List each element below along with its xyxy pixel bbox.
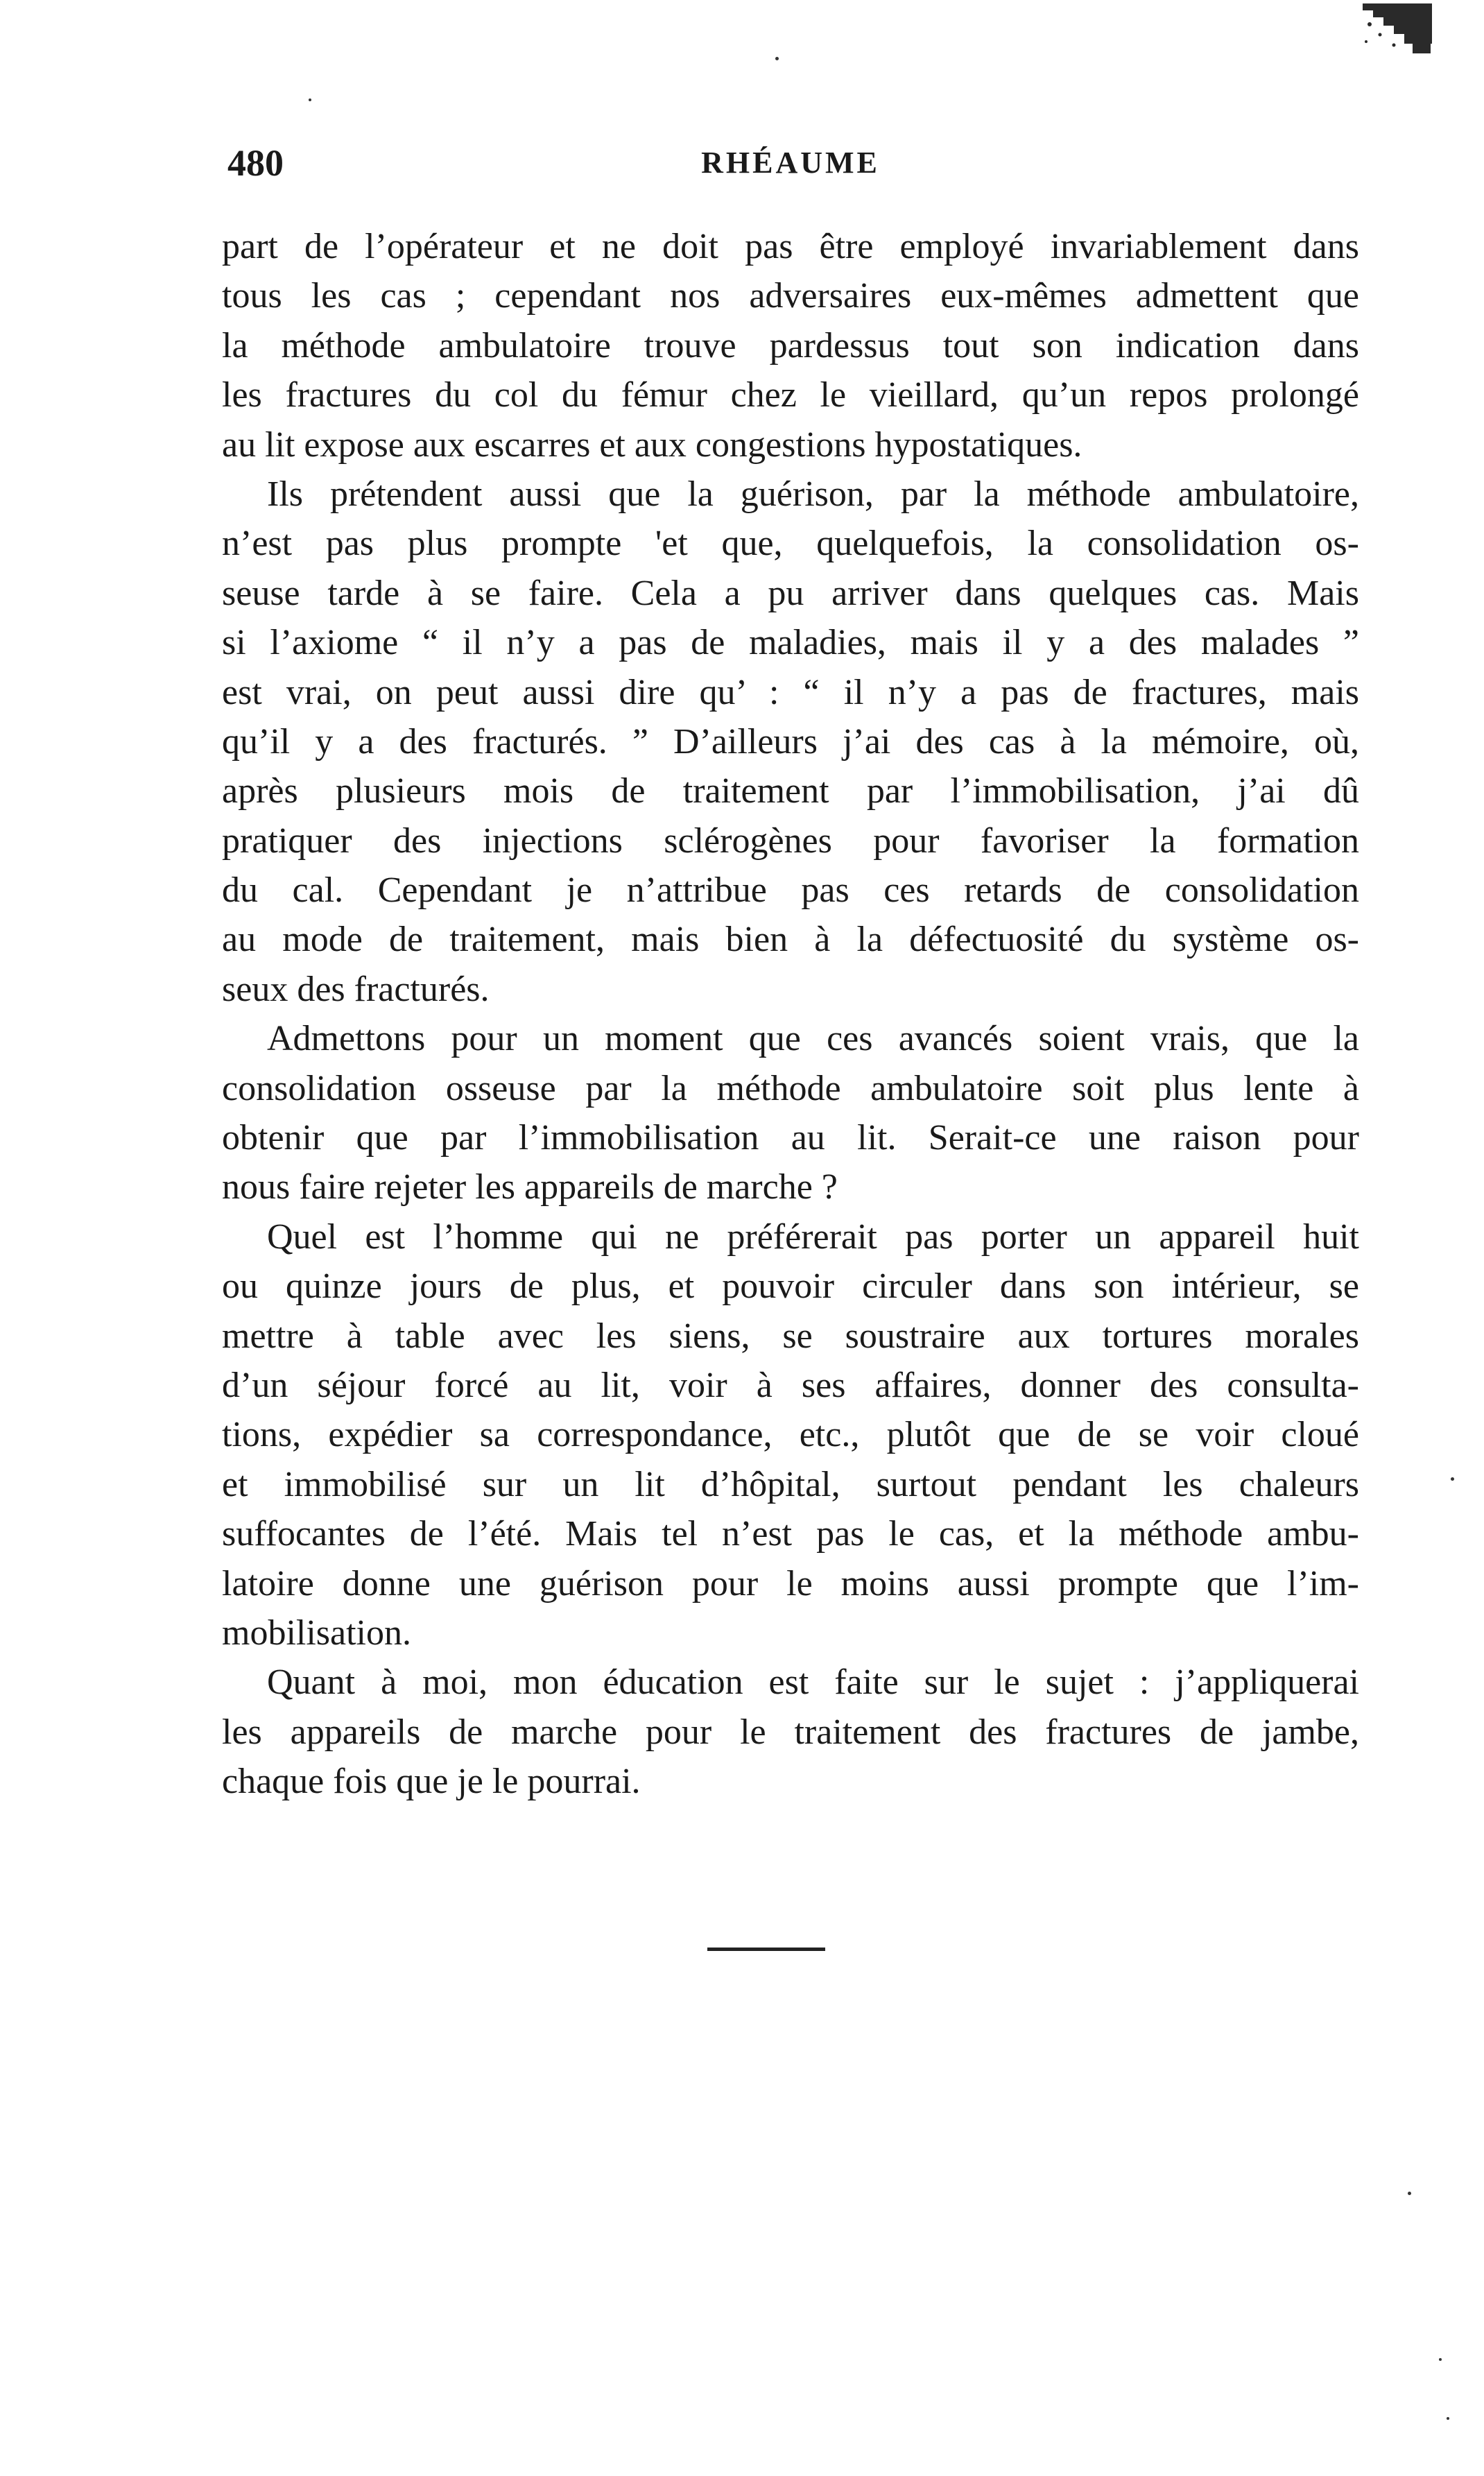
text-line: Ils prétendent aussi que la guérison, par la méthode ambulatoire, <box>267 474 1359 514</box>
text-line: latoire donne une guérison pour le moins aussi prompte que l’im- <box>222 1563 1359 1604</box>
text-line: obtenir que par l’immobilisation au lit. Serait-ce une raison pour <box>222 1118 1359 1158</box>
text-line: Admettons pour un moment que ces avancés soient vrais, que la <box>267 1019 1359 1059</box>
text-line: qu’il y a des fracturés. ” D’ailleurs j’ai des cas à la mémoire, où, <box>222 721 1359 762</box>
paper-speck <box>1447 2417 1449 2420</box>
text-line: mobilisation. <box>222 1613 411 1653</box>
paper-speck <box>1408 2192 1411 2195</box>
text-line: au mode de traitement, mais bien à la défectuosité du système os- <box>222 920 1359 960</box>
text-line: pratiquer des injections sclérogènes pour favoriser la formation <box>222 820 1359 861</box>
page-corner-damage-mark <box>1356 3 1439 62</box>
text-line: n’est pas plus prompte 'et que, quelquefois, la consolidation os- <box>222 524 1359 564</box>
text-line: les fractures du col du fémur chez le vieillard, qu’un repos prolongé <box>222 375 1359 415</box>
page-number: 480 <box>227 142 284 184</box>
paper-speck <box>309 98 311 101</box>
paper-speck <box>775 57 779 60</box>
text-line: la méthode ambulatoire trouve pardessus tout son indication dans <box>222 325 1359 366</box>
text-line: est vrai, on peut aussi dire qu’ : “ il n’y a pas de fractures, mais <box>222 672 1359 712</box>
text-line: si l’axiome “ il n’y a pas de maladies, mais il y a des malades ” <box>222 623 1359 663</box>
text-line: part de l’opérateur et ne doit pas être employé invariablement dans <box>222 227 1359 266</box>
running-head: RHÉAUME <box>701 146 880 180</box>
page-header <box>222 132 1359 194</box>
text-line: Quant à moi, mon éducation est faite sur le sujet : j’appliquerai <box>267 1662 1359 1703</box>
text-line: tous les cas ; cependant nos adversaires eux-mêmes admettent que <box>222 276 1359 316</box>
text-line: mettre à table avec les siens, se soustraire aux tortures morales <box>222 1316 1359 1356</box>
text-line: d’un séjour forcé au lit, voir à ses affaires, donner des consulta- <box>222 1365 1359 1405</box>
paper-speck <box>1451 1477 1454 1481</box>
text-line: du cal. Cependant je n’attribue pas ces retards de consolidation <box>222 870 1359 911</box>
text-line: seux des fracturés. <box>222 969 490 1009</box>
text-line: suffocantes de l’été. Mais tel n’est pas le cas, et la méthode ambu- <box>222 1514 1359 1554</box>
end-of-section-rule <box>707 1948 825 1951</box>
text-line: chaque fois que je le pourrai. <box>222 1762 641 1802</box>
paper-speck <box>1439 2358 1442 2361</box>
text-line: tions, expédier sa correspondance, etc., plutôt que de se voir cloué <box>222 1415 1359 1455</box>
text-line: et immobilisé sur un lit d’hôpital, surtout pendant les chaleurs <box>222 1464 1359 1504</box>
body-text <box>222 222 1359 1807</box>
text-line: les appareils de marche pour le traitement des fractures de jambe, <box>222 1712 1359 1752</box>
text-line: Quel est l’homme qui ne préférerait pas porter un appareil huit <box>267 1216 1359 1257</box>
text-line: consolidation osseuse par la méthode ambulatoire soit plus lente à <box>222 1068 1359 1108</box>
text-line: ou quinze jours de plus, et pouvoir circuler dans son intérieur, se <box>222 1266 1359 1307</box>
text-line: au lit expose aux escarres et aux congestions hypostatiques. <box>222 424 1082 465</box>
text-line: seuse tarde à se faire. Cela a pu arriver dans quelques cas. Mais <box>222 573 1359 613</box>
text-line: après plusieurs mois de traitement par l’immobilisation, j’ai dû <box>222 771 1359 811</box>
text-line: nous faire rejeter les appareils de marche ? <box>222 1167 838 1207</box>
